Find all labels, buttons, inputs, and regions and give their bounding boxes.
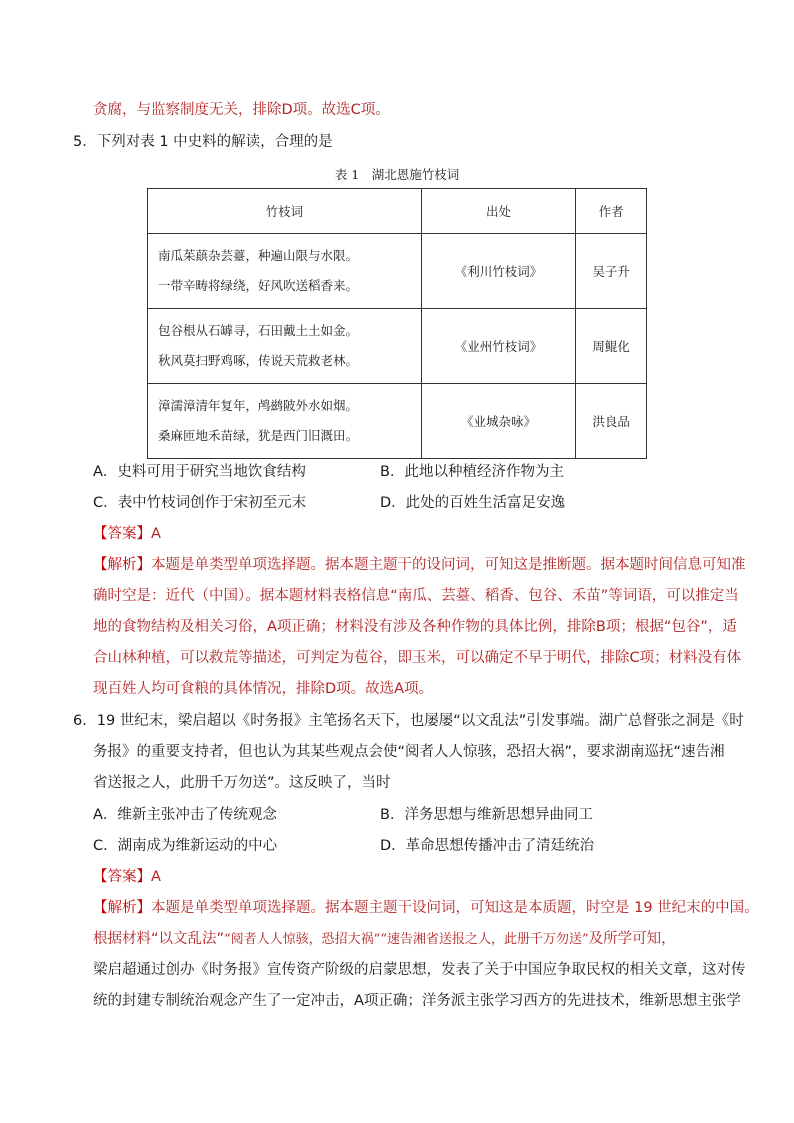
option-c: C．湖南成为维新运动的中心 bbox=[93, 838, 278, 854]
analysis-line: 梁启超通过创办《时务报》宣传资产阶级的启蒙思想，发表了关于中国应争取民权的相关文章，这对传 bbox=[93, 962, 746, 978]
source-cell: 《业州竹枝词》 bbox=[421, 309, 575, 384]
option-a: A．史料可用于研究当地饮食结构 bbox=[93, 464, 306, 480]
analysis-line: 根据材料“以文乱法”“阅者人人惊骇，恐招大祸”“速告湘省送报之人，此册千万勿送”及所学可知， bbox=[93, 931, 676, 947]
option-d: D．此处的百姓生活富足安逸 bbox=[380, 495, 566, 511]
answer-tag: 【答案】 bbox=[93, 526, 151, 542]
table-caption: 表 1 湖北恩施竹枝词 bbox=[334, 167, 460, 182]
question-6-stem: 省送报之人，此册千万勿送”。这反映了，当时 bbox=[93, 775, 391, 791]
verse-line: 一带辛畴将绿绕，好风吹送稻香来。 bbox=[158, 278, 359, 293]
answer-tag: 【答案】 bbox=[93, 869, 151, 885]
analysis-tag: 【解析】 bbox=[93, 557, 151, 573]
option-a: A．维新主张冲击了传统观念 bbox=[93, 807, 277, 823]
analysis-line: 确时空是：近代（中国）。据本题材料表格信息“南瓜、芸薹、稻香、包谷、禾苗”等词语，可以推定当 bbox=[93, 588, 739, 604]
analysis-tag: 【解析】 bbox=[93, 900, 151, 916]
author-cell: 洪良品 bbox=[576, 384, 647, 459]
analysis-line: 【解析】本题是单类型单项选择题。据本题主题干的设问词，可知这是推断题。据本题时间信息可知准 bbox=[93, 557, 746, 573]
header-source: 出处 bbox=[421, 189, 575, 234]
analysis-line: 【解析】本题是单类型单项选择题。据本题主题干设问词，可知这是本质题，时空是 19 世纪末的中国。 bbox=[93, 900, 759, 916]
option-b: B．洋务思想与维新思想异曲同工 bbox=[380, 807, 593, 823]
source-cell: 《利川竹枝词》 bbox=[421, 234, 575, 309]
analysis-line: 现百姓人均可食粮的具体情况，排除D项。故选A项。 bbox=[93, 681, 434, 697]
author-cell: 吴子升 bbox=[576, 234, 647, 309]
verse-line: 漳濡漳清年复年，鸬鹚陂外水如烟。 bbox=[158, 398, 359, 413]
prev-analysis-end: 贪腐，与监察制度无关，排除D项。故选C项。 bbox=[93, 102, 390, 118]
bamboo-verse-table bbox=[147, 188, 647, 459]
option-c: C．表中竹枝词创作于宋初至元末 bbox=[93, 495, 307, 511]
source-cell: 《业城杂咏》 bbox=[421, 384, 575, 459]
verse-line: 南瓜茱蕻杂芸薹，种遍山限与水限。 bbox=[158, 248, 359, 263]
verse-cell bbox=[148, 234, 422, 309]
verse-cell bbox=[148, 309, 422, 384]
table-row bbox=[148, 309, 647, 384]
verse-line: 桑麻匝地禾苗绿，犹是西门旧溉田。 bbox=[158, 428, 359, 443]
table-row bbox=[148, 234, 647, 309]
analysis-line: 统的封建专制统治观念产生了一定冲击，A项正确；洋务派主张学习西方的先进技术，维新思想主张学 bbox=[93, 993, 741, 1009]
header-verse: 竹枝词 bbox=[148, 189, 422, 234]
header-author: 作者 bbox=[576, 189, 647, 234]
author-cell: 周鲲化 bbox=[576, 309, 647, 384]
answer-value: A bbox=[151, 526, 161, 542]
answer-line bbox=[93, 524, 161, 544]
option-b: B．此地以种植经济作物为主 bbox=[380, 464, 564, 480]
verse-line: 包谷根从石罅寻，石田戴土土如金。 bbox=[158, 323, 359, 338]
option-d: D．革命思想传播冲击了清廷统治 bbox=[380, 838, 595, 854]
answer-line bbox=[93, 867, 161, 887]
question-5-stem: 5．下列对表 1 中史料的解读，合理的是 bbox=[73, 134, 333, 150]
question-6-stem: 务报》的重要支持者，但也认为其某些观点会使“阅者人人惊骇，恐招大祸”，要求湖南巡抚“速告湘 bbox=[93, 744, 725, 760]
verse-cell bbox=[148, 384, 422, 459]
table-header-row bbox=[148, 189, 647, 234]
analysis-line: 合山林种植，可以救荒等描述，可判定为苞谷，即玉米，可以确定不早于明代，排除C项；材料没有体 bbox=[93, 650, 742, 666]
question-6-stem: 6．19 世纪末，梁启超以《时务报》主笔扬名天下，也屡屡“以文乱法”引发事端。湖广总督张之洞是《时 bbox=[73, 713, 744, 729]
answer-value: A bbox=[151, 869, 161, 885]
analysis-line: 地的食物结构及相关习俗，A项正确；材料没有涉及各种作物的具体比例，排除B项；根据“包谷”，适 bbox=[93, 619, 737, 635]
table-row bbox=[148, 384, 647, 459]
verse-line: 秋风莫扫野鸡啄，传说天荒救老林。 bbox=[158, 353, 359, 368]
